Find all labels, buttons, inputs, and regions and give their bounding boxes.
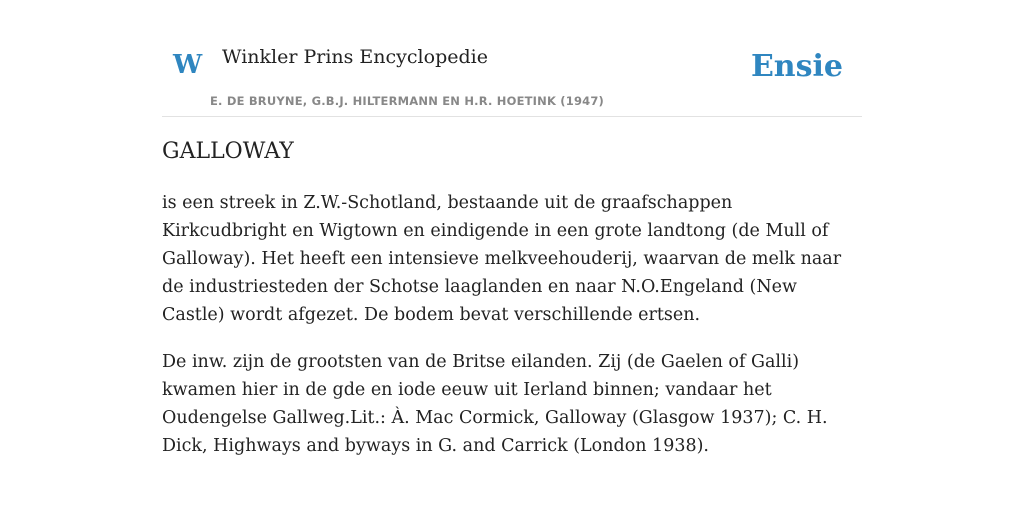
ensie-logo-link[interactable]: Ensie (750, 49, 843, 84)
encyclopedia-title-link[interactable]: Winkler Prins Encyclopedie (222, 46, 488, 68)
site-header (162, 0, 862, 117)
article-paragraph: De inw. zijn de grootsten van de Britse eilanden. Zij (de Gaelen of Galli) kwamen hier in de gde en iode eeuw uit Ierland binnen; vandaar het Oudengelse Gallweg.Lit.: À. Mac Cormick, Galloway (Glasgow 1937); C. H. Dick, Highways and byways in G. and Carrick (London 1938). (162, 351, 828, 456)
article-paragraph: is een streek in Z.W.-Schotland, bestaande uit de graafschappen Kirkcudbright en Wigtown en eindigende in een grote landtong (de Mull of Galloway). Het heeft een intensieve melkveehouderij, waarvan de melk naar de industriesteden der Schotse laaglanden en naar N.O.Engeland (New Castle) wordt afgezet. De bodem bevat verschillende ertsen. (162, 192, 842, 325)
encyclopedia-logo-icon[interactable]: W (173, 50, 203, 80)
encyclopedia-authors: E. DE BRUYNE, G.B.J. HILTERMANN EN H.R. HOETINK (1947) (210, 94, 605, 108)
article (162, 138, 862, 479)
article-headword: GALLOWAY (162, 139, 294, 164)
